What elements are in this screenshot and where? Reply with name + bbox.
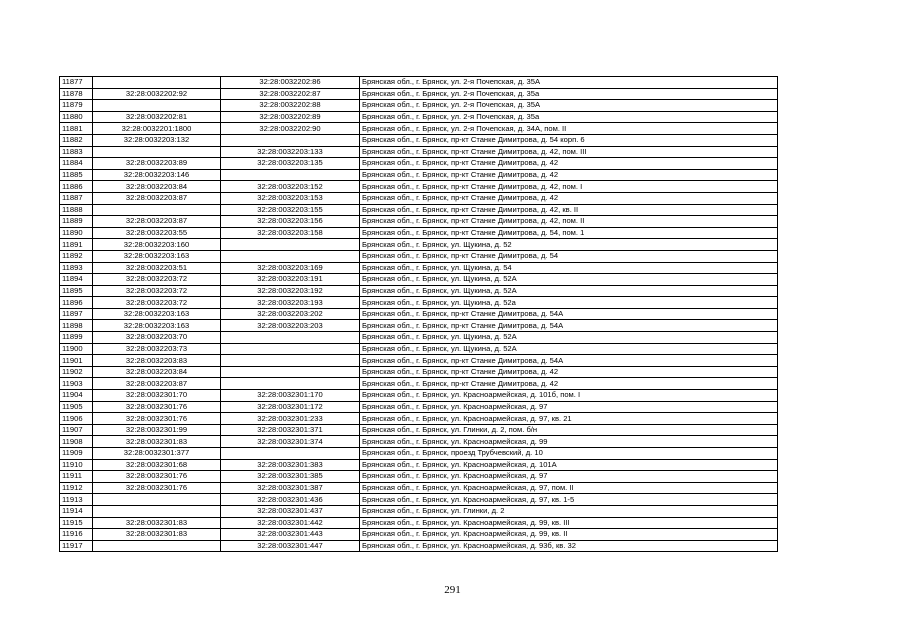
cadastral-number-cell: 32:28:0032301:76 — [93, 482, 221, 494]
cadastral-number-cell: 32:28:0032203:87 — [93, 216, 221, 228]
table-row — [60, 529, 778, 541]
row-number-cell: 11911 — [60, 471, 93, 483]
cadastral-number-cell — [93, 505, 221, 517]
table-row — [60, 134, 778, 146]
address-cell: Брянская обл., г. Брянск, ул. 2-я Почепская, д. 35А — [360, 77, 778, 89]
cadastral-number-cell: 32:28:0032301:76 — [93, 471, 221, 483]
table-row — [60, 401, 778, 413]
row-number-cell: 11882 — [60, 134, 93, 146]
cadastral-number-cell: 32:28:0032203:146 — [93, 169, 221, 181]
linked-cadastral-number-cell: 32:28:0032301:374 — [221, 436, 360, 448]
linked-cadastral-number-cell: 32:28:0032301:443 — [221, 529, 360, 541]
linked-cadastral-number-cell — [221, 239, 360, 251]
table-row — [60, 297, 778, 309]
linked-cadastral-number-cell — [221, 134, 360, 146]
table-row — [60, 436, 778, 448]
address-cell: Брянская обл., г. Брянск, ул. Красноармейская, д. 99, кв. III — [360, 517, 778, 529]
linked-cadastral-number-cell: 32:28:0032203:191 — [221, 274, 360, 286]
row-number-cell: 11906 — [60, 413, 93, 425]
registry-table — [59, 76, 778, 552]
linked-cadastral-number-cell: 32:28:0032202:90 — [221, 123, 360, 135]
table-row — [60, 517, 778, 529]
address-cell: Брянская обл., г. Брянск, ул. Красноармейская, д. 93б, кв. 32 — [360, 540, 778, 552]
address-cell: Брянская обл., г. Брянск, ул. Красноармейская, д. 97 — [360, 401, 778, 413]
row-number-cell: 11917 — [60, 540, 93, 552]
table-row — [60, 413, 778, 425]
row-number-cell: 11886 — [60, 181, 93, 193]
table-row — [60, 320, 778, 332]
table-row — [60, 169, 778, 181]
address-cell: Брянская обл., г. Брянск, пр-кт Станке Димитрова, д. 54А — [360, 320, 778, 332]
cadastral-number-cell: 32:28:0032203:163 — [93, 320, 221, 332]
table-row — [60, 459, 778, 471]
linked-cadastral-number-cell: 32:28:0032203:158 — [221, 227, 360, 239]
cadastral-number-cell: 32:28:0032301:76 — [93, 401, 221, 413]
linked-cadastral-number-cell: 32:28:0032202:89 — [221, 111, 360, 123]
cadastral-number-cell: 32:28:0032301:83 — [93, 436, 221, 448]
table-row — [60, 471, 778, 483]
row-number-cell: 11907 — [60, 424, 93, 436]
address-cell: Брянская обл., г. Брянск, ул. Красноармейская, д. 101А — [360, 459, 778, 471]
linked-cadastral-number-cell: 32:28:0032301:371 — [221, 424, 360, 436]
cadastral-number-cell: 32:28:0032301:99 — [93, 424, 221, 436]
table-row — [60, 505, 778, 517]
address-cell: Брянская обл., г. Брянск, ул. 2-я Почепская, д. 35А — [360, 100, 778, 112]
cadastral-number-cell: 32:28:0032203:84 — [93, 366, 221, 378]
linked-cadastral-number-cell — [221, 378, 360, 390]
row-number-cell: 11883 — [60, 146, 93, 158]
row-number-cell: 11880 — [60, 111, 93, 123]
row-number-cell: 11893 — [60, 262, 93, 274]
cadastral-number-cell — [93, 146, 221, 158]
linked-cadastral-number-cell — [221, 355, 360, 367]
address-cell: Брянская обл., г. Брянск, ул. Красноармейская, д. 97, кв. 1-5 — [360, 494, 778, 506]
row-number-cell: 11914 — [60, 505, 93, 517]
linked-cadastral-number-cell: 32:28:0032202:88 — [221, 100, 360, 112]
cadastral-number-cell: 32:28:0032301:83 — [93, 517, 221, 529]
table-row — [60, 111, 778, 123]
table-row — [60, 540, 778, 552]
address-cell: Брянская обл., г. Брянск, ул. 2-я Почепская, д. 35а — [360, 88, 778, 100]
address-cell: Брянская обл., г. Брянск, ул. Щукина, д. 52а — [360, 297, 778, 309]
address-cell: Брянская обл., г. Брянск, ул. Красноармейская, д. 99 — [360, 436, 778, 448]
linked-cadastral-number-cell: 32:28:0032202:87 — [221, 88, 360, 100]
linked-cadastral-number-cell — [221, 366, 360, 378]
row-number-cell: 11903 — [60, 378, 93, 390]
cadastral-number-cell — [93, 494, 221, 506]
table-row — [60, 88, 778, 100]
cadastral-number-cell: 32:28:0032301:83 — [93, 529, 221, 541]
table-row — [60, 343, 778, 355]
cadastral-number-cell: 32:28:0032301:68 — [93, 459, 221, 471]
address-cell: Брянская обл., г. Брянск, ул. Глинки, д. 2 — [360, 505, 778, 517]
cadastral-number-cell — [93, 204, 221, 216]
row-number-cell: 11888 — [60, 204, 93, 216]
table-row — [60, 448, 778, 460]
row-number-cell: 11899 — [60, 332, 93, 344]
linked-cadastral-number-cell — [221, 343, 360, 355]
table-row — [60, 366, 778, 378]
linked-cadastral-number-cell: 32:28:0032301:385 — [221, 471, 360, 483]
cadastral-number-cell: 32:28:0032203:73 — [93, 343, 221, 355]
linked-cadastral-number-cell: 32:28:0032301:387 — [221, 482, 360, 494]
address-cell: Брянская обл., г. Брянск, пр-кт Станке Димитрова, д. 42 — [360, 378, 778, 390]
row-number-cell: 11892 — [60, 250, 93, 262]
linked-cadastral-number-cell — [221, 250, 360, 262]
linked-cadastral-number-cell — [221, 448, 360, 460]
table-row — [60, 77, 778, 89]
row-number-cell: 11912 — [60, 482, 93, 494]
cadastral-number-cell: 32:28:0032203:89 — [93, 158, 221, 170]
table-row — [60, 250, 778, 262]
row-number-cell: 11878 — [60, 88, 93, 100]
page-number: 291 — [444, 584, 461, 596]
table-row — [60, 308, 778, 320]
row-number-cell: 11902 — [60, 366, 93, 378]
row-number-cell: 11916 — [60, 529, 93, 541]
cadastral-number-cell: 32:28:0032203:72 — [93, 285, 221, 297]
row-number-cell: 11890 — [60, 227, 93, 239]
row-number-cell: 11877 — [60, 77, 93, 89]
table-row — [60, 204, 778, 216]
table-row — [60, 378, 778, 390]
cadastral-number-cell: 32:28:0032202:92 — [93, 88, 221, 100]
address-cell: Брянская обл., г. Брянск, ул. Щукина, д. 52А — [360, 332, 778, 344]
address-cell: Брянская обл., г. Брянск, пр-кт Станке Димитрова, д. 54 — [360, 250, 778, 262]
address-cell: Брянская обл., г. Брянск, проезд Трубчевский, д. 10 — [360, 448, 778, 460]
address-cell: Брянская обл., г. Брянск, ул. Щукина, д. 52А — [360, 343, 778, 355]
linked-cadastral-number-cell: 32:28:0032203:169 — [221, 262, 360, 274]
linked-cadastral-number-cell: 32:28:0032203:202 — [221, 308, 360, 320]
address-cell: Брянская обл., г. Брянск, пр-кт Станке Димитрова, д. 42 — [360, 192, 778, 204]
cadastral-number-cell: 32:28:0032203:87 — [93, 378, 221, 390]
registry-table-body — [60, 77, 778, 552]
cadastral-number-cell: 32:28:0032301:76 — [93, 413, 221, 425]
linked-cadastral-number-cell: 32:28:0032301:447 — [221, 540, 360, 552]
address-cell: Брянская обл., г. Брянск, ул. Щукина, д. 52 — [360, 239, 778, 251]
cadastral-number-cell — [93, 77, 221, 89]
linked-cadastral-number-cell: 32:28:0032301:233 — [221, 413, 360, 425]
cadastral-number-cell: 32:28:0032301:377 — [93, 448, 221, 460]
cadastral-number-cell: 32:28:0032203:87 — [93, 192, 221, 204]
cadastral-number-cell: 32:28:0032203:72 — [93, 297, 221, 309]
table-row — [60, 262, 778, 274]
address-cell: Брянская обл., г. Брянск, ул. Щукина, д. 52А — [360, 285, 778, 297]
row-number-cell: 11915 — [60, 517, 93, 529]
linked-cadastral-number-cell: 32:28:0032301:442 — [221, 517, 360, 529]
cadastral-number-cell: 32:28:0032203:55 — [93, 227, 221, 239]
linked-cadastral-number-cell: 32:28:0032203:155 — [221, 204, 360, 216]
table-row — [60, 390, 778, 402]
cadastral-number-cell: 32:28:0032203:84 — [93, 181, 221, 193]
address-cell: Брянская обл., г. Брянск, пр-кт Станке Димитрова, д. 42, кв. II — [360, 204, 778, 216]
cadastral-number-cell: 32:28:0032203:72 — [93, 274, 221, 286]
table-row — [60, 146, 778, 158]
linked-cadastral-number-cell: 32:28:0032203:133 — [221, 146, 360, 158]
address-cell: Брянская обл., г. Брянск, пр-кт Станке Димитрова, д. 42, пом. I — [360, 181, 778, 193]
row-number-cell: 11894 — [60, 274, 93, 286]
address-cell: Брянская обл., г. Брянск, ул. Глинки, д. 2, пом. б/н — [360, 424, 778, 436]
address-cell: Брянская обл., г. Брянск, пр-кт Станке Димитрова, д. 54 корп. 6 — [360, 134, 778, 146]
linked-cadastral-number-cell: 32:28:0032203:193 — [221, 297, 360, 309]
row-number-cell: 11910 — [60, 459, 93, 471]
table-row — [60, 181, 778, 193]
row-number-cell: 11891 — [60, 239, 93, 251]
cadastral-number-cell: 32:28:0032203:83 — [93, 355, 221, 367]
cadastral-number-cell: 32:28:0032203:51 — [93, 262, 221, 274]
cadastral-number-cell — [93, 100, 221, 112]
row-number-cell: 11908 — [60, 436, 93, 448]
address-cell: Брянская обл., г. Брянск, ул. Красноармейская, д. 97, пом. II — [360, 482, 778, 494]
linked-cadastral-number-cell: 32:28:0032301:437 — [221, 505, 360, 517]
row-number-cell: 11884 — [60, 158, 93, 170]
cadastral-number-cell: 32:28:0032202:81 — [93, 111, 221, 123]
linked-cadastral-number-cell: 32:28:0032301:383 — [221, 459, 360, 471]
cadastral-number-cell: 32:28:0032203:163 — [93, 250, 221, 262]
row-number-cell: 11901 — [60, 355, 93, 367]
row-number-cell: 11881 — [60, 123, 93, 135]
table-row — [60, 216, 778, 228]
linked-cadastral-number-cell: 32:28:0032301:436 — [221, 494, 360, 506]
linked-cadastral-number-cell: 32:28:0032203:156 — [221, 216, 360, 228]
address-cell: Брянская обл., г. Брянск, ул. Красноармейская, д. 97, кв. 21 — [360, 413, 778, 425]
linked-cadastral-number-cell: 32:28:0032203:192 — [221, 285, 360, 297]
address-cell: Брянская обл., г. Брянск, пр-кт Станке Димитрова, д. 42, пом. II — [360, 216, 778, 228]
row-number-cell: 11898 — [60, 320, 93, 332]
table-row — [60, 123, 778, 135]
address-cell: Брянская обл., г. Брянск, ул. Красноармейская, д. 101б, пом. I — [360, 390, 778, 402]
cadastral-number-cell: 32:28:0032301:70 — [93, 390, 221, 402]
linked-cadastral-number-cell: 32:28:0032203:135 — [221, 158, 360, 170]
row-number-cell: 11887 — [60, 192, 93, 204]
address-cell: Брянская обл., г. Брянск, ул. 2-я Почепская, д. 34А, пом. II — [360, 123, 778, 135]
table-row — [60, 239, 778, 251]
cadastral-number-cell — [93, 540, 221, 552]
address-cell: Брянская обл., г. Брянск, пр-кт Станке Димитрова, д. 54А — [360, 308, 778, 320]
row-number-cell: 11909 — [60, 448, 93, 460]
table-row — [60, 285, 778, 297]
table-row — [60, 355, 778, 367]
table-row — [60, 494, 778, 506]
address-cell: Брянская обл., г. Брянск, ул. Красноармейская, д. 97 — [360, 471, 778, 483]
linked-cadastral-number-cell: 32:28:0032203:153 — [221, 192, 360, 204]
row-number-cell: 11900 — [60, 343, 93, 355]
row-number-cell: 11897 — [60, 308, 93, 320]
table-row — [60, 227, 778, 239]
row-number-cell: 11895 — [60, 285, 93, 297]
linked-cadastral-number-cell — [221, 169, 360, 181]
table-row — [60, 424, 778, 436]
cadastral-number-cell: 32:28:0032203:70 — [93, 332, 221, 344]
row-number-cell: 11913 — [60, 494, 93, 506]
cadastral-number-cell: 32:28:0032201:1800 — [93, 123, 221, 135]
linked-cadastral-number-cell: 32:28:0032301:170 — [221, 390, 360, 402]
table-row — [60, 158, 778, 170]
address-cell: Брянская обл., г. Брянск, ул. Щукина, д. 52А — [360, 274, 778, 286]
cadastral-number-cell: 32:28:0032203:163 — [93, 308, 221, 320]
row-number-cell: 11889 — [60, 216, 93, 228]
address-cell: Брянская обл., г. Брянск, ул. 2-я Почепская, д. 35а — [360, 111, 778, 123]
row-number-cell: 11885 — [60, 169, 93, 181]
linked-cadastral-number-cell: 32:28:0032203:152 — [221, 181, 360, 193]
address-cell: Брянская обл., г. Брянск, пр-кт Станке Димитрова, д. 42 — [360, 158, 778, 170]
table-row — [60, 482, 778, 494]
row-number-cell: 11905 — [60, 401, 93, 413]
address-cell: Брянская обл., г. Брянск, пр-кт Станке Димитрова, д. 42 — [360, 169, 778, 181]
address-cell: Брянская обл., г. Брянск, пр-кт Станке Димитрова, д. 54А — [360, 355, 778, 367]
row-number-cell: 11879 — [60, 100, 93, 112]
cadastral-number-cell: 32:28:0032203:160 — [93, 239, 221, 251]
address-cell: Брянская обл., г. Брянск, ул. Щукина, д. 54 — [360, 262, 778, 274]
linked-cadastral-number-cell: 32:28:0032301:172 — [221, 401, 360, 413]
address-cell: Брянская обл., г. Брянск, ул. Красноармейская, д. 99, кв. II — [360, 529, 778, 541]
table-row — [60, 192, 778, 204]
linked-cadastral-number-cell: 32:28:0032202:86 — [221, 77, 360, 89]
linked-cadastral-number-cell: 32:28:0032203:203 — [221, 320, 360, 332]
table-row — [60, 274, 778, 286]
row-number-cell: 11896 — [60, 297, 93, 309]
cadastral-number-cell: 32:28:0032203:132 — [93, 134, 221, 146]
row-number-cell: 11904 — [60, 390, 93, 402]
address-cell: Брянская обл., г. Брянск, пр-кт Станке Димитрова, д. 42 — [360, 366, 778, 378]
address-cell: Брянская обл., г. Брянск, пр-кт Станке Димитрова, д. 54, пом. 1 — [360, 227, 778, 239]
linked-cadastral-number-cell — [221, 332, 360, 344]
table-row — [60, 332, 778, 344]
address-cell: Брянская обл., г. Брянск, пр-кт Станке Димитрова, д. 42, пом. III — [360, 146, 778, 158]
table-row — [60, 100, 778, 112]
